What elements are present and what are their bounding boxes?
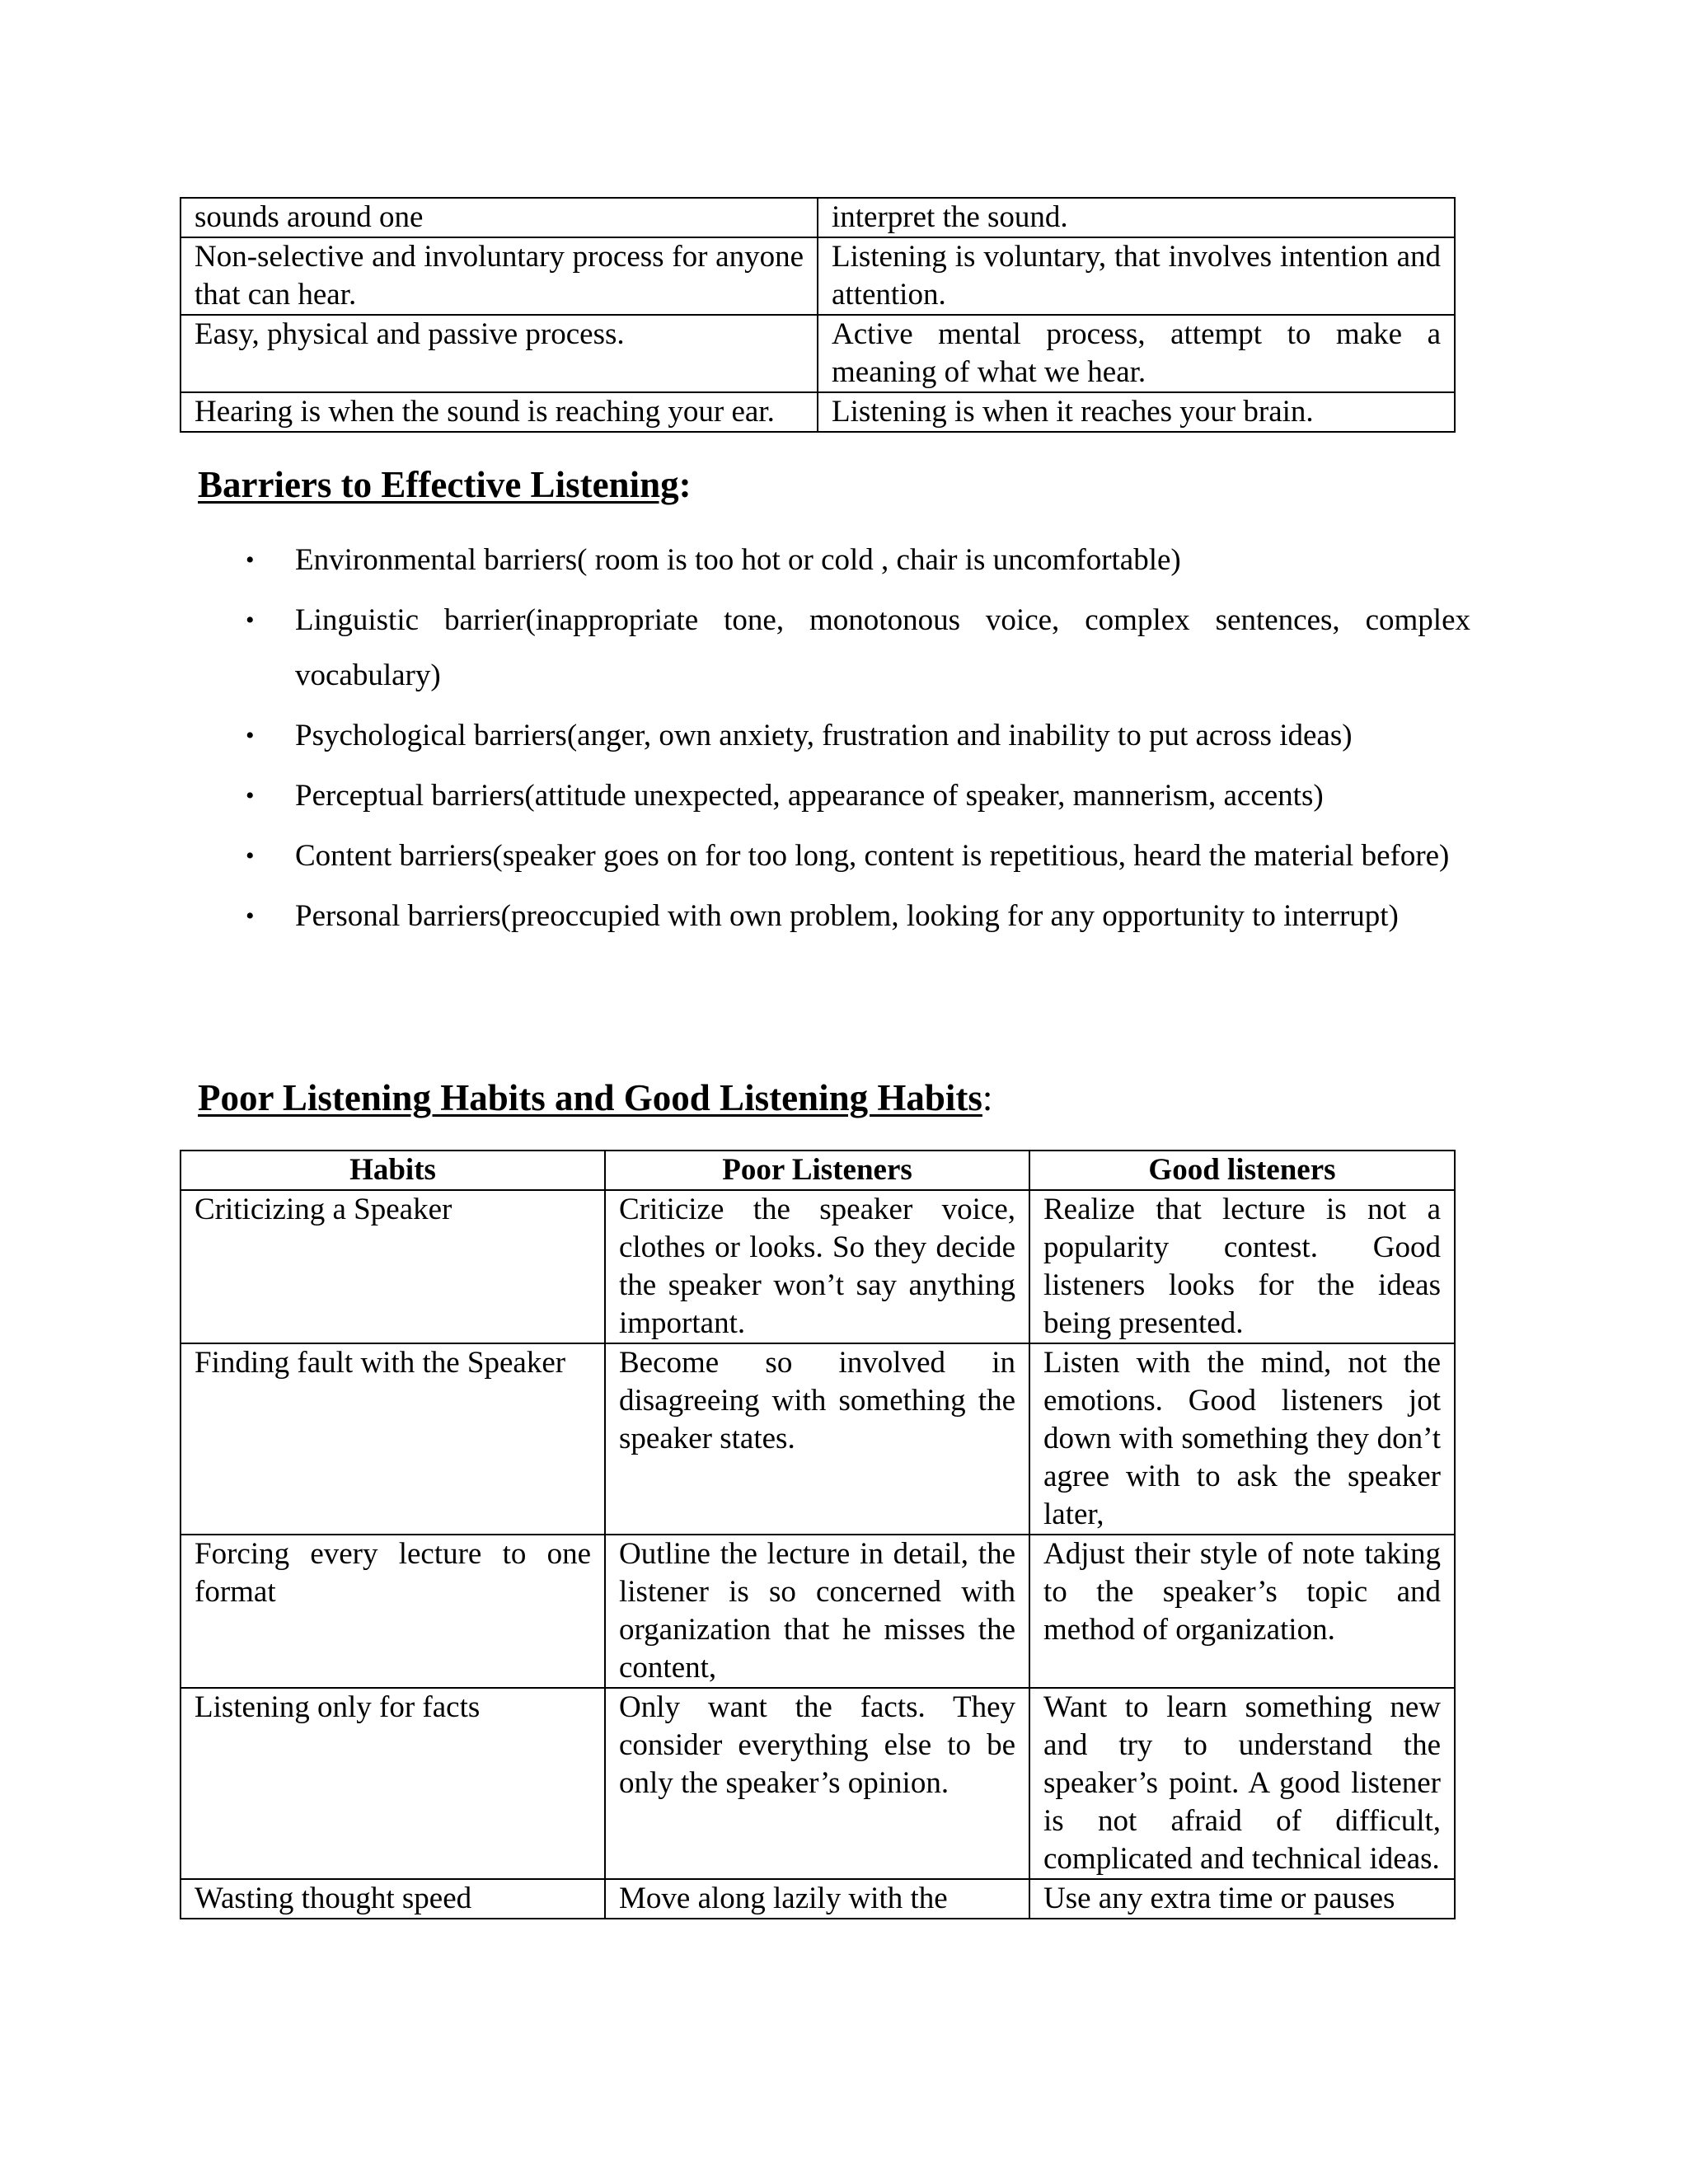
barriers-list — [196, 532, 1470, 949]
bullet-icon: • — [246, 607, 255, 634]
table-row — [181, 315, 1455, 392]
good-listener-cell: Want to learn something new and try to understand the speaker’s point. A good listener is not afraid of difficult, complicated and technical ideas. — [1029, 1688, 1455, 1879]
listening-habits-table — [180, 1150, 1456, 1919]
barriers-heading — [198, 462, 692, 507]
table-row — [181, 237, 1455, 315]
table-cell: Easy, physical and passive process. — [181, 315, 818, 392]
bullet-icon: • — [246, 546, 255, 574]
table-header-row — [181, 1151, 1455, 1190]
habit-cell: Wasting thought speed — [181, 1879, 605, 1919]
habit-cell: Forcing every lecture to one format — [181, 1535, 605, 1688]
good-listener-cell: Realize that lecture is not a popularity contest. Good listeners looks for the ideas being presented. — [1029, 1190, 1455, 1343]
list-item-text: Environmental barriers( room is too hot or cold , chair is uncomfortable) — [295, 543, 1181, 577]
table-row — [181, 1879, 1455, 1919]
table-cell: Active mental process, attempt to make a meaning of what we hear. — [818, 315, 1455, 392]
poor-listener-cell: Become so involved in disagreeing with something the speaker states. — [605, 1343, 1029, 1535]
table-row — [181, 1535, 1455, 1688]
habit-cell: Listening only for facts — [181, 1688, 605, 1879]
table-row — [181, 1688, 1455, 1879]
column-header-good-listeners: Good listeners — [1029, 1151, 1455, 1190]
habit-cell: Criticizing a Speaker — [181, 1190, 605, 1343]
bullet-icon: • — [246, 782, 255, 809]
table-row — [181, 1343, 1455, 1535]
list-item-text: Personal barriers(preoccupied with own problem, looking for any opportunity to interrupt) — [295, 899, 1399, 933]
good-listener-cell: Use any extra time or pauses — [1029, 1879, 1455, 1919]
hearing-vs-listening-table — [180, 197, 1456, 433]
list-item-text: Perceptual barriers(attitude unexpected, appearance of speaker, mannerism, accents) — [295, 779, 1324, 813]
table-row — [181, 198, 1455, 237]
habits-heading-colon: : — [982, 1077, 993, 1118]
list-item — [196, 708, 1470, 763]
poor-listener-cell: Outline the lecture in detail, the listener is so concerned with organization that he misses the content, — [605, 1535, 1029, 1688]
habits-heading-text: Poor Listening Habits and Good Listening Habits — [198, 1077, 982, 1118]
table-row — [181, 392, 1455, 432]
list-item — [196, 593, 1470, 703]
list-item-text: Linguistic barrier(inappropriate tone, monotonous voice, complex sentences, complex vocabulary) — [295, 603, 1470, 692]
good-listener-cell: Listen with the mind, not the emotions. Good listeners jot down with something they don’t agree with to ask the speaker later, — [1029, 1343, 1455, 1535]
list-item — [196, 828, 1470, 883]
poor-listener-cell: Criticize the speaker voice, clothes or looks. So they decide the speaker won’t say anything important. — [605, 1190, 1029, 1343]
poor-listener-cell: Move along lazily with the — [605, 1879, 1029, 1919]
poor-listener-cell: Only want the facts. They consider everything else to be only the speaker’s opinion. — [605, 1688, 1029, 1879]
list-item — [196, 768, 1470, 823]
table-cell: Listening is when it reaches your brain. — [818, 392, 1455, 432]
habit-cell: Finding fault with the Speaker — [181, 1343, 605, 1535]
list-item-text: Psychological barriers(anger, own anxiety, frustration and inability to put across ideas) — [295, 719, 1353, 752]
list-item — [196, 888, 1470, 944]
list-item-text: Content barriers(speaker goes on for too long, content is repetitious, heard the material before) — [295, 839, 1450, 873]
bullet-icon: • — [246, 722, 255, 749]
table-cell: sounds around one — [181, 198, 818, 237]
barriers-heading-text: Barriers to Effective Listening — [198, 464, 679, 505]
table-cell: interpret the sound. — [818, 198, 1455, 237]
habits-heading — [198, 1076, 992, 1120]
barriers-heading-colon: : — [678, 464, 692, 505]
bullet-icon: • — [246, 902, 255, 930]
table-row — [181, 1190, 1455, 1343]
list-item — [196, 532, 1470, 588]
table-cell: Listening is voluntary, that involves intention and attention. — [818, 237, 1455, 315]
table-cell: Hearing is when the sound is reaching your ear. — [181, 392, 818, 432]
bullet-icon: • — [246, 842, 255, 869]
table-cell: Non-selective and involuntary process for anyone that can hear. — [181, 237, 818, 315]
column-header-poor-listeners: Poor Listeners — [605, 1151, 1029, 1190]
column-header-habits: Habits — [181, 1151, 605, 1190]
good-listener-cell: Adjust their style of note taking to the speaker’s topic and method of organization. — [1029, 1535, 1455, 1688]
